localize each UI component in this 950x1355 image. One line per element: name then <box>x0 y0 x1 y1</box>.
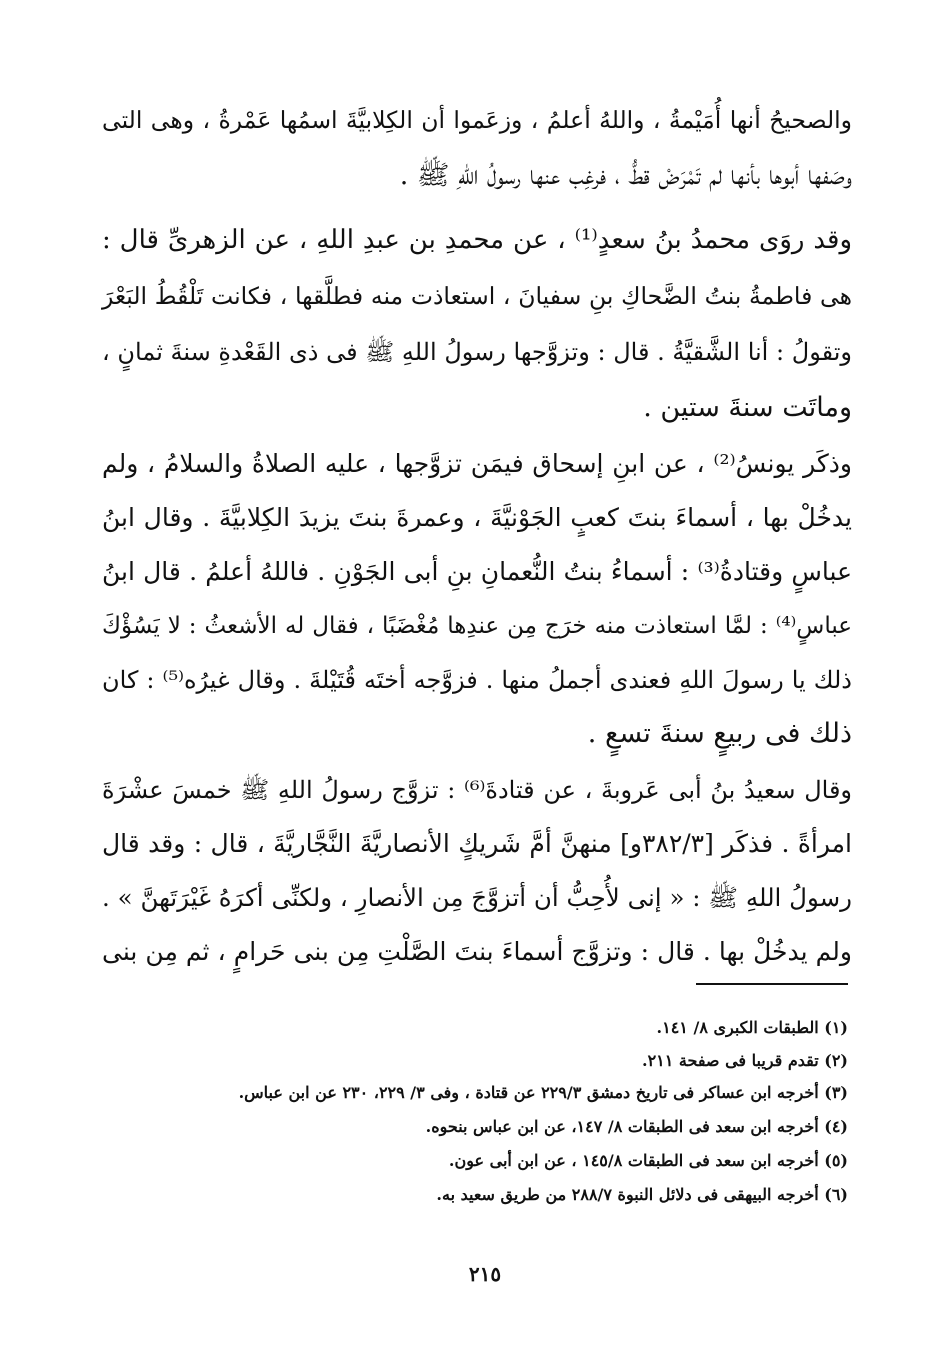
body-line: وذكَر يونسُ⁽²⁾ ، عن ابنِ إسحاق فيمَن تزوَّجها ، عليه الصلاةُ والسلامُ ، ولم <box>102 449 852 478</box>
body-line: والصحيحُ أنها أُمَيْمةُ ، واللهُ أعلمُ ، وزعَموا أن الكِلابيَّةَ اسمُها عَمْرةُ ، وهى التى <box>102 106 852 134</box>
body-line: ذلك فى ربيعٍ سنةَ تسعٍ . <box>587 718 852 749</box>
footnote: (١) الطبقات الكبرى ٨/ ١٤١. <box>656 1018 848 1037</box>
footnote: (٢) تقدم قريبا فى صفحة ٢١١. <box>641 1051 848 1070</box>
body-line: وقد روَى محمدُ بنُ سعدٍ⁽¹⁾ ، عن محمدِ بن عبدِ اللهِ ، عن الزهرىِّ قال : <box>102 225 852 255</box>
body-line: وتقولُ : أنا الشَّقيَّةُ . قال : وتزوَّجها رسولُ اللهِ ﷺ فى ذى القَعْدةِ سنةَ ثمانٍ ، <box>102 338 852 366</box>
body-line: يدخُلْ بها ، أسماءَ بنتَ كعبٍ الجَوْنيَّةَ ، وعمرةَ بنتَ يزيدَ الكِلابيَّةَ . وقال ابنُ <box>102 503 852 532</box>
body-line: هى فاطمةُ بنتُ الضَّحاكِ بنِ سفيانَ ، استعاذت منه فطلَّقها ، فكانت تَلْقُطُ البَعْرَ <box>102 282 852 310</box>
body-line: ولم يدخُلْ بها . قال : وتزوَّج أسماءَ بنتَ الصَّلْتِ مِن بنى حَرامٍ ، ثم مِن بنى <box>102 937 852 966</box>
body-line: رسولُ اللهِ ﷺ : « إنى لأُحِبُّ أن أتزوَّجَ مِن الأنصارِ ، ولكنِّى أكرَهُ غَيْرَتَهنَّ » . <box>102 883 852 912</box>
body-line: عباسٍ⁽⁴⁾ : لمَّا استعاذت منه خرَج مِن عندِها مُغْضَبًا ، فقال له الأشعثُ : لا يَسُؤْكَ <box>102 613 852 639</box>
footnote: (٤) أخرجه ابن سعد فى الطبقات ٨/ ١٤٧، عن ابن عباس بنحوه. <box>425 1117 848 1136</box>
body-line: وماتَت سنةَ ستين . <box>643 392 852 423</box>
footnote-separator <box>696 983 848 985</box>
body-line: امرأةً . فذكَر [٣٨٢/٣و] منهنَّ أمَّ شَريكٍ الأنصاريَّةَ النَّجَّاريَّةَ ، قال : وقد قال <box>102 829 852 858</box>
footnote: (٥) أخرجه ابن سعد فى الطبقات ١٤٥/٨ ، عن ابن أبى عون. <box>448 1151 848 1170</box>
footnote: (٦) أخرجه البيهقى فى دلائل النبوة ٢٨٨/٧ من طريق سعيد به. <box>436 1185 848 1204</box>
body-line: ذلك يا رسولَ اللهِ فعندى أجملُ منها . فزوَّجه أختَه قُتَيْلةَ . وقال غيرُه⁽⁵⁾ : كان <box>102 666 852 694</box>
body-line: عباسٍ وقتادةُ⁽³⁾ : أسماءُ بنتُ النُّعمانِ بنِ أبى الجَوْنِ . فاللهُ أعلمُ . قال ابنُ <box>102 557 852 586</box>
footnote: (٣) أخرجه ابن عساكر فى تاريخ دمشق ٢٢٩/٣ عن قتادة ، وفى ٣/ ٢٢٩، ٢٣٠ عن ابن عباس. <box>238 1083 848 1102</box>
body-line: وصَفها أبوها بأنها لم تَمْرَضْ قطُّ ، فرغِب عنها رسولُ اللهِ ﷺ . <box>399 160 852 191</box>
page-number: ٢١٥ <box>468 1262 502 1286</box>
body-line: وقال سعيدُ بنُ أبى عَروبةَ ، عن قتادةَ⁽⁶⁾ : تزوَّج رسولُ اللهِ ﷺ خمسَ عشْرَةَ <box>102 776 853 804</box>
